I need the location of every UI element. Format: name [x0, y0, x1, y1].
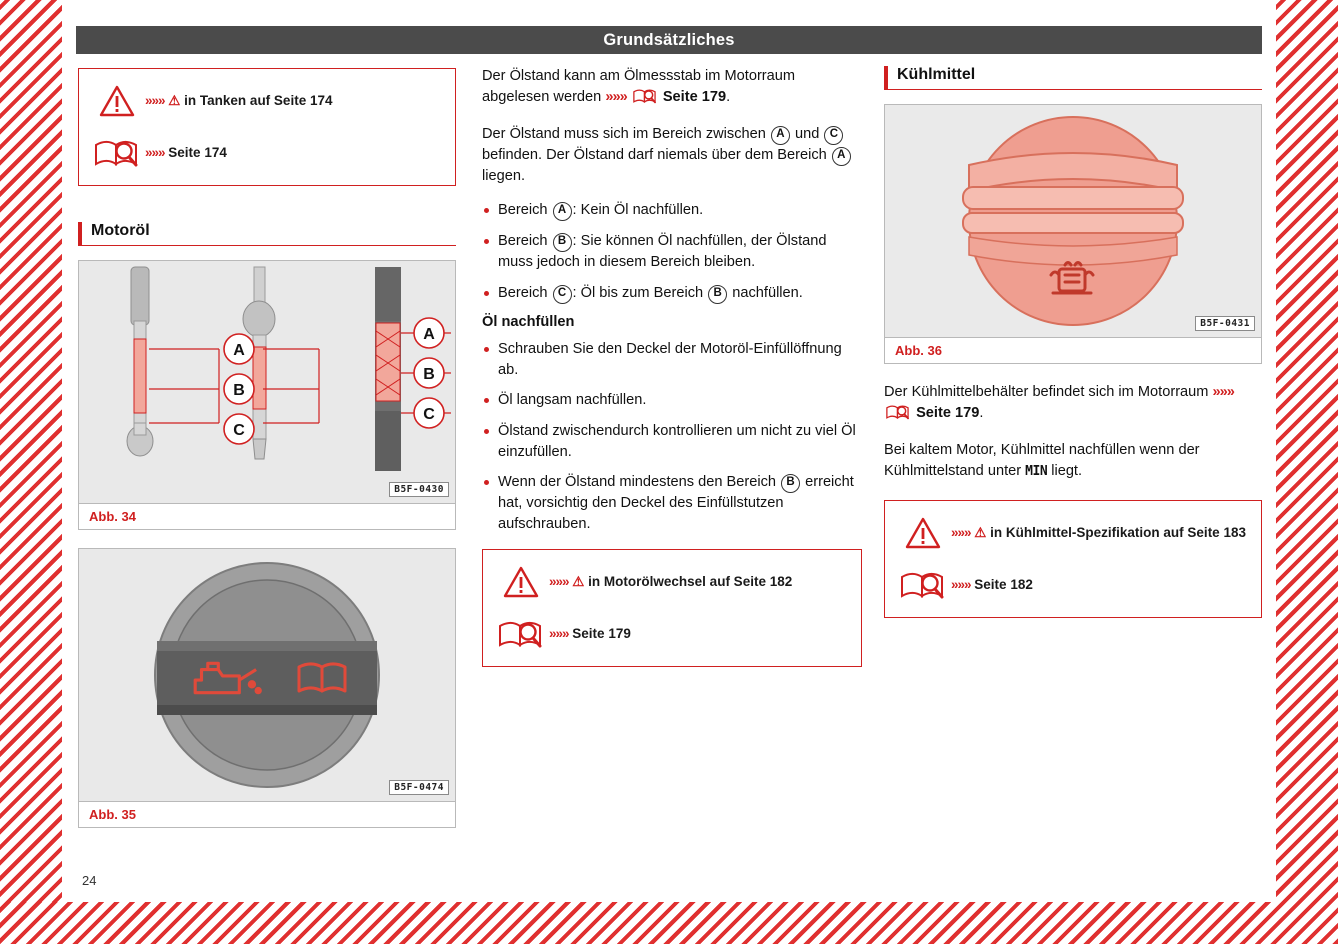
svg-text:C: C [423, 406, 435, 423]
figure-35-image [79, 549, 455, 801]
list-item [482, 231, 862, 273]
notice-label: Seite 174 [168, 144, 227, 160]
figure-35-caption: Abb. 35 [79, 801, 455, 827]
bullet-post: : Kein Öl nachfüllen. [572, 202, 704, 219]
figure-34-image [79, 261, 455, 503]
figure-36-image [885, 105, 1261, 337]
svg-text:C: C [233, 422, 245, 439]
arrow-marker: »»» [951, 524, 971, 540]
figure-34-code: B5F-0430 [389, 482, 449, 497]
arrow-marker: »»» [145, 92, 165, 108]
notice-label: Seite 179 [572, 625, 631, 641]
step-text: Wenn der Ölstand mindestens den Bereich [498, 474, 776, 491]
cross-reference[interactable]: Seite 179 [662, 88, 727, 105]
bereich-list [482, 200, 862, 304]
notice-row [895, 511, 1249, 555]
figure-36-caption: Abb. 36 [885, 337, 1261, 363]
figure-34 [78, 260, 456, 530]
arrow-marker: »»» [1212, 384, 1234, 400]
region-label-a: A [771, 126, 790, 145]
list-item: Öl langsam nachfüllen. [482, 390, 862, 411]
inline-warning-icon: ⚠ [974, 524, 987, 540]
figure-34-caption: Abb. 34 [79, 503, 455, 529]
column-middle [482, 66, 862, 667]
region-label-b2: B [708, 285, 727, 304]
notice-box-tanken [78, 68, 456, 186]
book-magnifier-icon [89, 136, 145, 170]
figure-35-code: B5F-0474 [389, 780, 449, 795]
figure-36-code: B5F-0431 [1195, 316, 1255, 331]
figure-36 [884, 104, 1262, 364]
decorative-hatch-bottom [0, 902, 1338, 944]
region-label-a: A [553, 202, 572, 221]
paragraph-oelstand-1: Der Ölstand kann am Ölmessstab im Motorraum abgelesen werden »»» Seite 179. [482, 66, 862, 111]
notice-text [145, 144, 227, 162]
svg-text:A: A [233, 342, 245, 359]
bullet-pre: Bereich [498, 284, 548, 301]
book-magnifier-icon [631, 87, 659, 112]
section-title-motoroel: Motoröl [78, 222, 456, 246]
paragraph-text-a: Der Ölstand muss sich im Bereich zwischen [482, 126, 766, 143]
notice-text [549, 625, 631, 643]
notice-box-kuehlmittel [884, 500, 1262, 618]
notice-box-motoroelwechsel [482, 549, 862, 667]
region-label-a2: A [832, 147, 851, 166]
figure-35 [78, 548, 456, 828]
warning-triangle-icon [493, 566, 549, 598]
arrow-marker: »»» [605, 88, 627, 105]
notice-row [89, 131, 443, 175]
region-label-b: B [553, 233, 572, 252]
arrow-marker: »»» [145, 144, 165, 160]
paragraph-kaltem-motor [884, 440, 1262, 481]
svg-text:A: A [423, 326, 435, 343]
min-value-label: MIN [1025, 464, 1048, 480]
notice-label: in Motorölwechsel auf Seite 182 [588, 573, 793, 589]
bullet-post2: nachfüllen. [732, 284, 803, 301]
decorative-hatch-left [0, 0, 62, 944]
notice-label: Seite 182 [974, 576, 1033, 592]
column-left [78, 66, 456, 828]
paragraph-text: Bei kaltem Motor, Kühlmittel nachfüllen wenn der Kühlmittelstand unter [884, 442, 1200, 480]
page-header-title: Grundsätzliches [76, 26, 1262, 54]
paragraph-kuehlmittelbehaelter: Der Kühlmittelbehälter befindet sich im Motorraum »»» Seite 179. [884, 382, 1262, 427]
arrow-marker: »»» [549, 573, 569, 589]
svg-text:B: B [423, 366, 435, 383]
section-title-kuehlmittel: Kühlmittel [884, 66, 1262, 90]
warning-triangle-icon [895, 517, 951, 549]
notice-label: in Kühlmittel-Spezifikation auf Seite 183 [990, 524, 1246, 540]
paragraph-text: Der Ölstand kann am Ölmessstab im Motorraum abgelesen werden [482, 68, 796, 105]
notice-text [145, 92, 332, 110]
subheading-oel-nachfuellen: Öl nachfüllen [482, 313, 575, 330]
notice-row [493, 560, 849, 604]
book-magnifier-icon [895, 568, 951, 602]
paragraph-text-end: liegt. [1051, 463, 1083, 480]
notice-row [895, 563, 1249, 607]
notice-text [951, 524, 1246, 542]
list-item: Ölstand zwischendurch kontrollieren um nicht zu viel Öl einzufüllen. [482, 421, 862, 462]
book-magnifier-icon [493, 617, 549, 651]
notice-label: in Tanken auf Seite 174 [184, 92, 333, 108]
notice-text [951, 576, 1033, 594]
paragraph-oelstand-2 [482, 124, 862, 187]
arrow-marker: »»» [549, 625, 569, 641]
paragraph-text: Der Kühlmittelbehälter befindet sich im Motorraum [884, 384, 1209, 400]
cross-reference[interactable]: Seite 179 [916, 404, 980, 421]
warning-triangle-icon [89, 85, 145, 117]
step-text-rest: erreicht hat, vorsichtig den Deckel des Einfüllstutzen aufschrauben. [498, 474, 854, 533]
list-item: Schrauben Sie den Deckel der Motoröl-Einfüllöffnung ab. [482, 339, 862, 380]
notice-text [549, 573, 792, 591]
paragraph-text-b: und [794, 126, 820, 143]
paragraph-text-c: befinden. Der Ölstand darf niemals über dem Bereich [482, 147, 827, 164]
page-content [62, 0, 1276, 902]
list-item [482, 283, 862, 304]
page-number: 24 [82, 873, 97, 888]
region-label-b: B [781, 474, 800, 493]
inline-warning-icon: ⚠ [572, 573, 585, 589]
bullet-pre: Bereich [498, 233, 548, 250]
notice-row [89, 79, 443, 123]
bullet-post: : Sie können Öl nachfüllen, der Ölstand muss jedoch in diesem Bereich bleiben. [498, 233, 827, 271]
paragraph-text-d: liegen. [482, 168, 526, 185]
decorative-hatch-right [1276, 0, 1338, 944]
region-label-c: C [553, 285, 572, 304]
list-item [482, 472, 862, 534]
list-item [482, 200, 862, 221]
svg-text:B: B [233, 382, 245, 399]
arrow-marker: »»» [951, 576, 971, 592]
notice-row [493, 612, 849, 656]
bullet-pre: Bereich [498, 202, 548, 219]
oel-nachfuellen-steps [482, 339, 862, 535]
bullet-post: : Öl bis zum Bereich [572, 284, 704, 301]
region-label-c: C [824, 126, 843, 145]
column-right [884, 66, 1262, 618]
inline-warning-icon: ⚠ [168, 92, 181, 108]
book-magnifier-icon [884, 403, 912, 428]
